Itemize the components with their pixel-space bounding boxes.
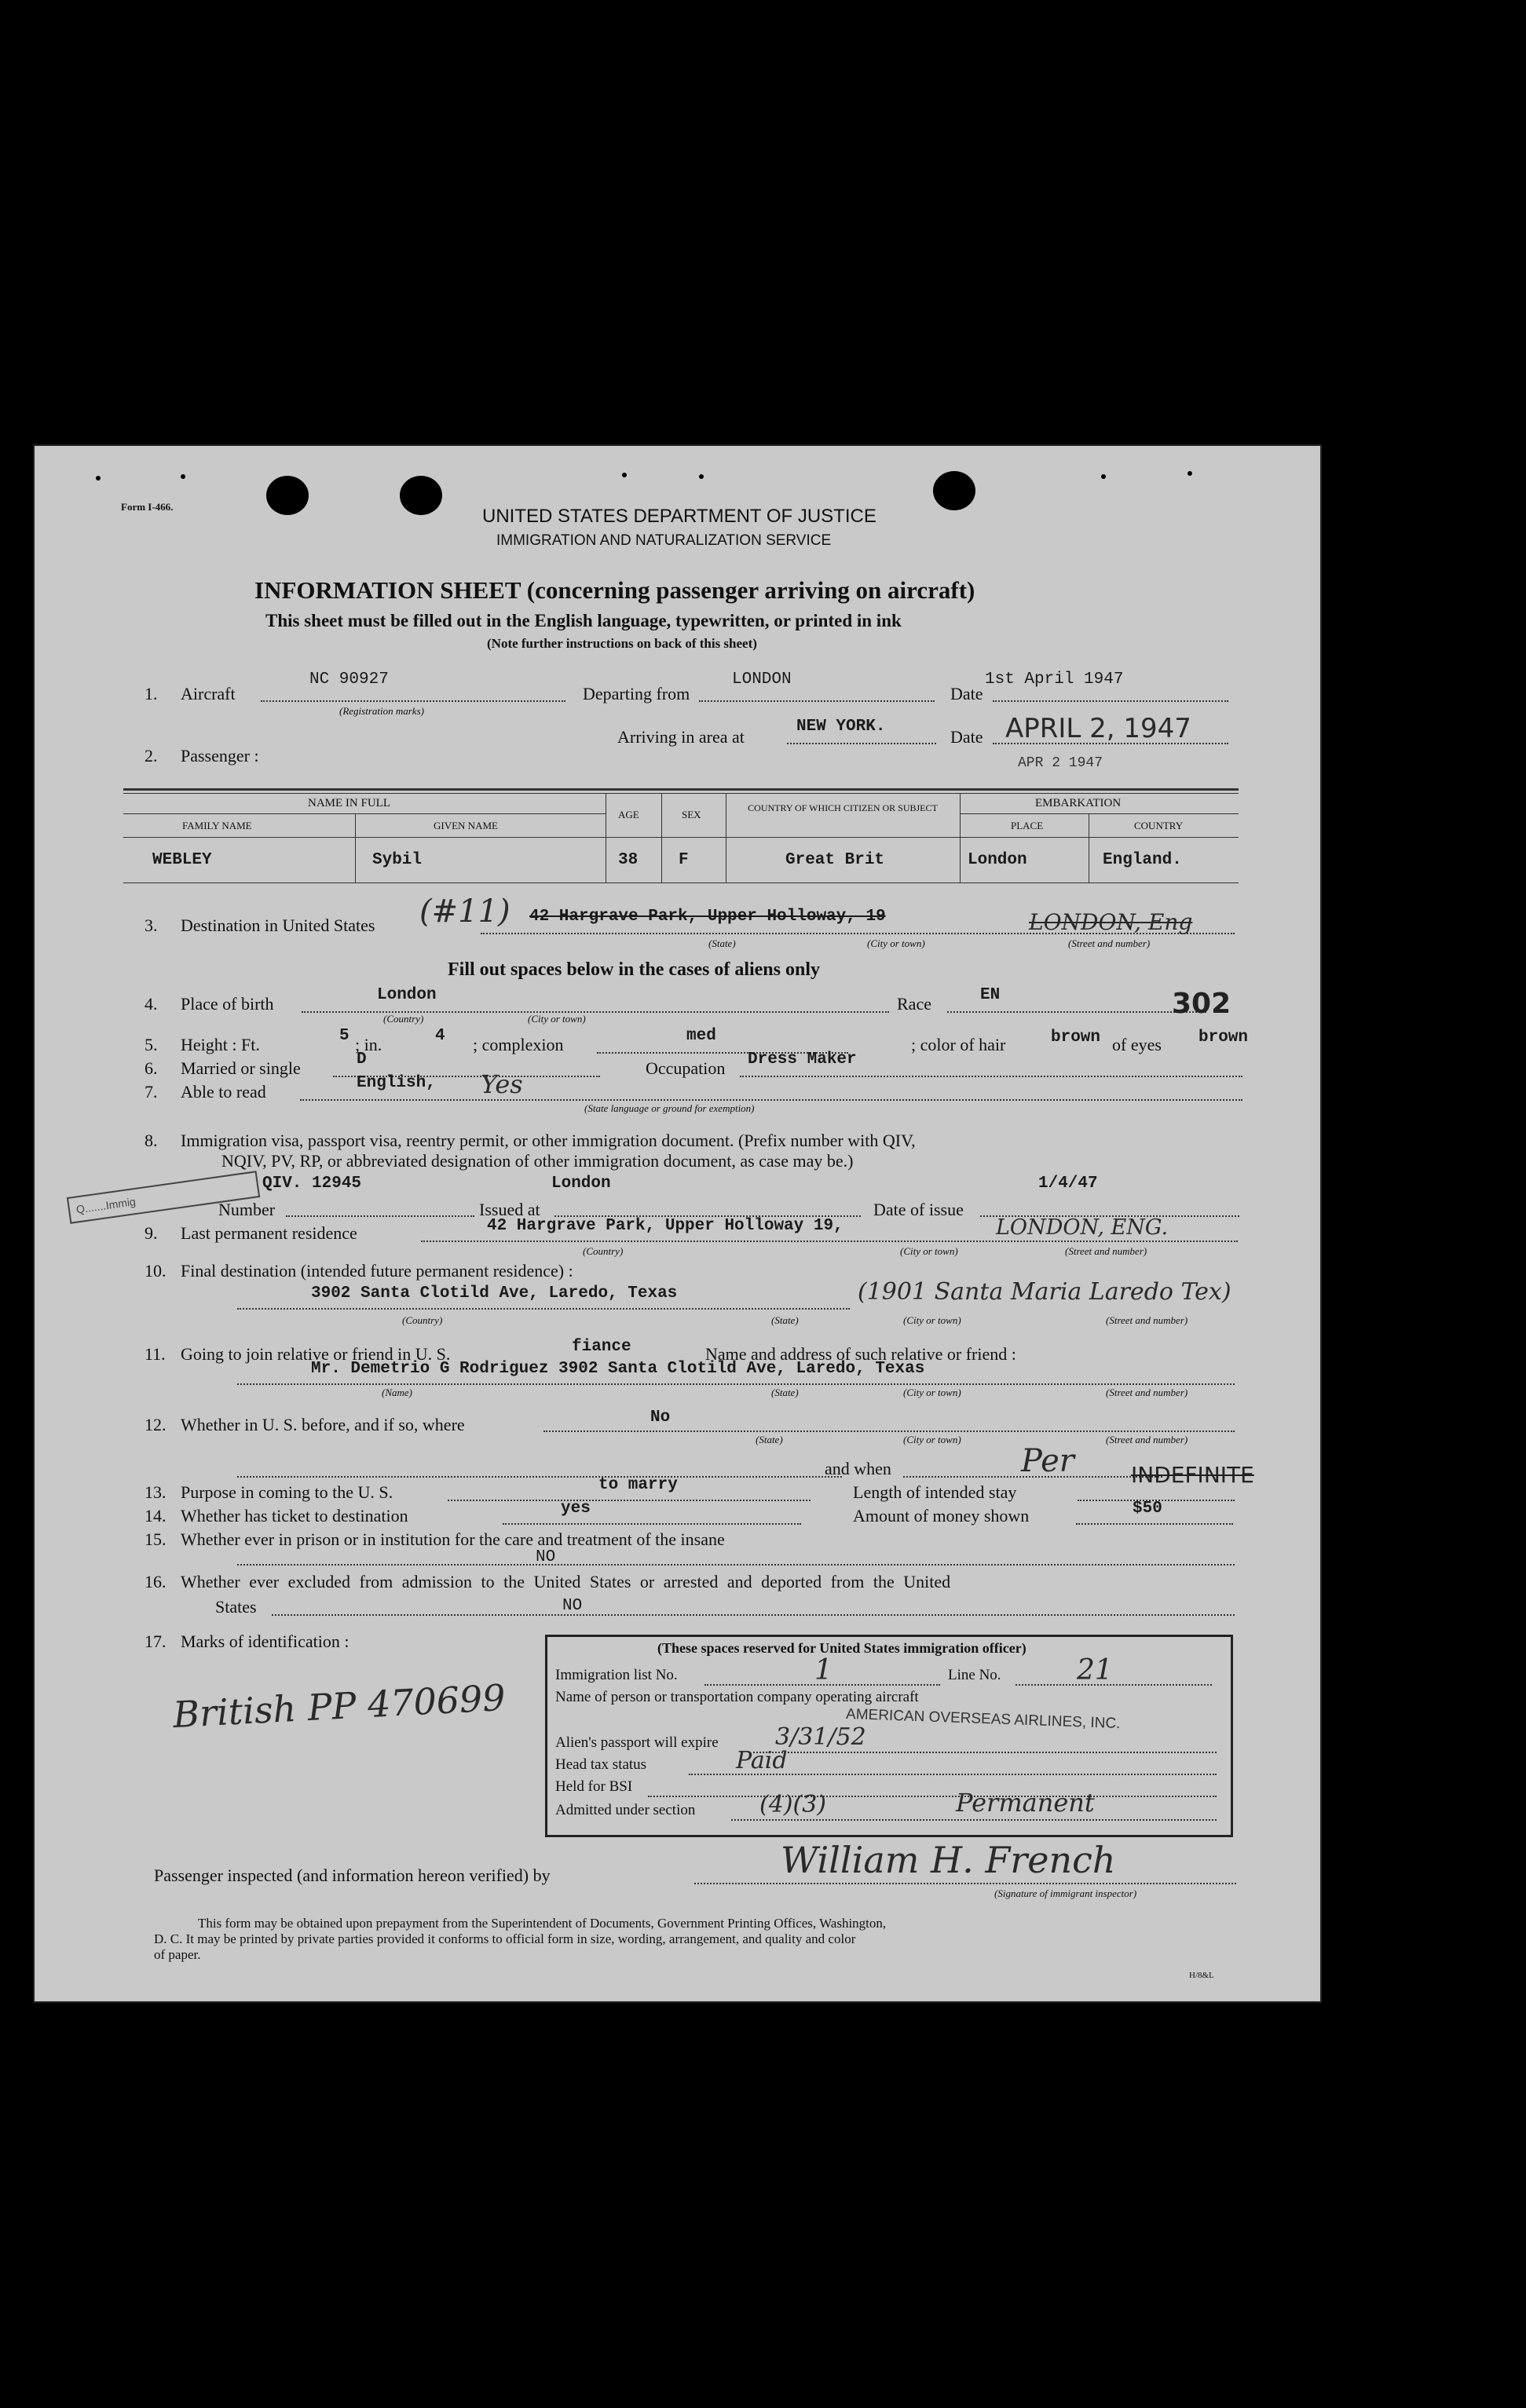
- name-caption: (Name): [382, 1387, 412, 1398]
- city-caption: (City or town): [903, 1434, 961, 1445]
- visa-instructions-2: NQIV, PV, RP, or abbreviated designation of other immigration document, as case may be.): [221, 1151, 854, 1171]
- state-caption: (State): [708, 937, 736, 949]
- purpose-label: Purpose in coming to the U. S.: [181, 1482, 393, 1502]
- destination-label: Destination in United States: [181, 915, 375, 935]
- state-caption: (State): [771, 1387, 799, 1398]
- tax-value: Paid: [736, 1747, 788, 1774]
- relative-value: Mr. Demetrio G Rodriguez 3902 Santa Clotild Ave, Laredo, Texas: [311, 1360, 925, 1378]
- eyes-label: of eyes: [1112, 1035, 1162, 1054]
- handwritten-number: 302: [1172, 988, 1231, 1020]
- dotted-line: [1076, 1523, 1233, 1525]
- dotted-line: [699, 700, 935, 702]
- given-name-value: Sybil: [372, 851, 423, 869]
- dotted-line: [740, 1076, 1242, 1077]
- street-caption: (Street and number): [1106, 1434, 1188, 1445]
- item-number: 12.: [145, 1415, 167, 1434]
- form-title: INFORMATION SHEET (concerning passenger arriving on aircraft): [254, 576, 975, 604]
- final-destination-label: Final destination (intended future permanent residence) :: [181, 1261, 573, 1281]
- dotted-line: [648, 1796, 1217, 1797]
- read-value: English,: [357, 1074, 436, 1092]
- destination-handwritten-ref: (#11): [419, 893, 510, 930]
- state-caption: (State): [756, 1434, 783, 1445]
- dotted-line: [261, 700, 565, 702]
- arrival-date-handwritten: APRIL 2, 1947: [1005, 713, 1191, 744]
- height-label: Height : Ft.: [181, 1035, 260, 1054]
- item-number: 1.: [145, 684, 158, 703]
- item-number: 5.: [145, 1035, 158, 1054]
- paper-dot: [96, 476, 101, 481]
- aircraft-label: Aircraft: [181, 684, 236, 703]
- dotted-line: [787, 743, 936, 744]
- street-caption: (Street and number): [1106, 1387, 1188, 1398]
- passenger-label: Passenger :: [181, 746, 259, 766]
- join-label: Going to join relative or friend in U. S.: [181, 1344, 451, 1364]
- inspector-signature: William H. French: [781, 1839, 1116, 1881]
- age-value: 38: [618, 851, 639, 869]
- arriving-label: Arriving in area at: [617, 727, 745, 747]
- dotted-line: [272, 1614, 1235, 1616]
- departure-date-value: 1st April 1947: [985, 671, 1124, 689]
- aliens-only-heading: Fill out spaces below in the cases of aliens only: [448, 959, 821, 980]
- residence-handwritten: LONDON, ENG.: [996, 1215, 1169, 1240]
- complexion-value: med: [686, 1027, 716, 1045]
- city-caption: (City or town): [903, 1314, 961, 1326]
- footer-line-3: of paper.: [154, 1947, 201, 1962]
- sex-value: F: [679, 851, 689, 869]
- prison-value: NO: [536, 1548, 556, 1566]
- identification-handwritten: British PP 470699: [171, 1675, 507, 1737]
- birthplace-label: Place of birth: [181, 994, 274, 1014]
- admitted-hand-value: Permanent: [956, 1788, 1095, 1818]
- registration-caption: (Registration marks): [339, 705, 424, 717]
- punch-hole: [266, 476, 309, 515]
- final-destination-handwritten: (1901 Santa Maria Laredo Tex): [858, 1278, 1231, 1306]
- item-number: 9.: [145, 1223, 158, 1243]
- stay-value: INDEFINITE: [1131, 1462, 1254, 1488]
- height-inches-label: ; in.: [355, 1035, 382, 1054]
- date-of-issue-label: Date of issue: [873, 1200, 964, 1219]
- city-caption: (City or town): [900, 1245, 958, 1257]
- departing-label: Departing from: [583, 684, 690, 703]
- prison-label: Whether ever in prison or in institution for the care and treatment of the insane: [181, 1529, 725, 1549]
- dotted-line: [1016, 1684, 1212, 1686]
- marital-label: Married or single: [181, 1058, 301, 1078]
- stay-handwritten: Per: [1021, 1443, 1074, 1479]
- excluded-label-2: States: [215, 1597, 257, 1617]
- dotted-line: [481, 933, 1235, 934]
- embark-place-value: London: [968, 851, 1027, 869]
- visa-date-value: 1/4/47: [1038, 1175, 1098, 1193]
- read-label: Able to read: [181, 1082, 266, 1102]
- table-rule: [123, 793, 1239, 794]
- information-sheet: [33, 444, 1322, 2003]
- issued-at-label: Issued at: [479, 1200, 540, 1219]
- signature-caption: (Signature of immigrant inspector): [994, 1887, 1137, 1899]
- state-caption: (State): [771, 1314, 799, 1326]
- final-destination-value: 3902 Santa Clotild Ave, Laredo, Texas: [311, 1284, 678, 1303]
- destination-value: 42 Hargrave Park, Upper Holloway, 19: [529, 908, 886, 926]
- table-divider: [355, 813, 356, 882]
- residence-label: Last permanent residence: [181, 1223, 357, 1243]
- bsi-label: Held for BSI: [555, 1778, 633, 1795]
- hair-label: ; color of hair: [911, 1035, 1006, 1054]
- purpose-value: to marry: [598, 1476, 678, 1494]
- line-value: 21: [1077, 1654, 1113, 1686]
- city-caption: (City or town): [867, 937, 925, 949]
- dotted-line: [947, 1011, 1206, 1013]
- occupation-value: Dress Maker: [748, 1051, 857, 1069]
- ticket-label: Whether has ticket to destination: [181, 1506, 408, 1526]
- dotted-line: [448, 1500, 811, 1501]
- arrival-date-label: Date: [950, 727, 983, 747]
- inspection-label: Passenger inspected (and information hereon verified) by: [154, 1865, 551, 1885]
- read-handwritten: Yes: [481, 1069, 523, 1099]
- aircraft-value: NC 90927: [309, 671, 389, 689]
- race-value: EN: [980, 986, 1001, 1004]
- paper-dot: [1101, 474, 1106, 479]
- embark-country-value: England.: [1103, 851, 1182, 869]
- item-number: 10.: [145, 1261, 167, 1281]
- family-name-header: FAMILY NAME: [182, 820, 252, 831]
- departing-value: LONDON: [732, 671, 792, 689]
- language-caption: (State language or ground for exemption): [584, 1102, 755, 1114]
- sex-header: SEX: [682, 809, 701, 820]
- form-note: (Note further instructions on back of this sheet): [487, 636, 757, 651]
- height-feet-value: 5: [339, 1027, 349, 1045]
- city-caption: (City or town): [528, 1013, 586, 1025]
- item-number: 15.: [145, 1529, 167, 1549]
- visa-issued-value: London: [551, 1175, 611, 1193]
- punch-hole: [400, 476, 442, 515]
- dotted-line: [543, 1431, 1235, 1432]
- money-label: Amount of money shown: [853, 1506, 1030, 1526]
- dotted-line: [503, 1523, 801, 1525]
- previous-visit-value: No: [650, 1409, 671, 1427]
- item-number: 7.: [145, 1082, 158, 1102]
- excluded-value: NO: [562, 1597, 583, 1615]
- excluded-label: Whether ever excluded from admission to the United States or arrested and deported from the United: [181, 1572, 951, 1591]
- country-caption: (Country): [402, 1314, 443, 1326]
- dotted-line: [731, 1819, 1217, 1821]
- dotted-line: [237, 1564, 1235, 1566]
- operator-label: Name of person or transportation company operating aircraft: [555, 1689, 919, 1705]
- officer-box-header: (These spaces reserved for United States immigration officer): [657, 1640, 1026, 1656]
- admitted-label: Admitted under section: [555, 1802, 696, 1818]
- footer-line-1: This form may be obtained upon prepayment from the Superintendent of Documents, Government Printing Offices, Washington,: [198, 1916, 887, 1931]
- item-number: 4.: [145, 994, 158, 1014]
- money-value: $50: [1133, 1500, 1162, 1518]
- item-number: 16.: [145, 1572, 167, 1591]
- item-number: 11.: [145, 1344, 166, 1364]
- admitted-section-value: (4)(3): [759, 1791, 826, 1818]
- immigration-stamp: Q.......Immig: [67, 1171, 260, 1224]
- country-caption: (Country): [583, 1245, 624, 1257]
- footer-line-2: D. C. It may be printed by private parties provided it conforms to official form in size, wording, arrangement, and quality and color: [154, 1931, 856, 1946]
- age-header: AGE: [618, 809, 639, 820]
- table-rule: [123, 837, 1239, 838]
- date-label: Date: [950, 684, 983, 703]
- dotted-line: [237, 1383, 1235, 1385]
- race-label: Race: [897, 994, 931, 1014]
- item-number: 14.: [145, 1506, 167, 1526]
- item-number: 13.: [145, 1482, 167, 1502]
- tax-label: Head tax status: [555, 1756, 647, 1773]
- identification-label: Marks of identification :: [181, 1632, 349, 1651]
- city-caption: (City or town): [903, 1387, 961, 1398]
- country-caption: (Country): [383, 1013, 424, 1025]
- destination-handwritten-city: LONDON, Eng: [1029, 909, 1193, 935]
- operator-stamp: AMERICAN OVERSEAS AIRLINES, INC.: [845, 1705, 1121, 1733]
- visa-number-value: QIV. 12945: [262, 1175, 362, 1193]
- punch-hole: [933, 471, 975, 510]
- hair-value: brown: [1051, 1029, 1101, 1047]
- line-label: Line No.: [948, 1667, 1001, 1683]
- paper-dot: [1187, 471, 1192, 476]
- list-label: Immigration list No.: [555, 1667, 678, 1683]
- street-caption: (Street and number): [1106, 1314, 1188, 1326]
- place-header: PLACE: [1011, 820, 1044, 831]
- dotted-line: [694, 1883, 1236, 1884]
- country-header: COUNTRY: [1134, 820, 1184, 831]
- list-value: 1: [814, 1654, 833, 1686]
- previous-visit-label: Whether in U. S. before, and if so, where: [181, 1415, 465, 1434]
- table-rule: [123, 813, 606, 814]
- form-subtitle: This sheet must be filled out in the English language, typewritten, or printed in ink: [265, 611, 902, 630]
- table-rule: [960, 813, 1239, 814]
- stay-label: Length of intended stay: [853, 1482, 1017, 1502]
- dotted-line: [421, 1241, 1238, 1242]
- dotted-line: [753, 1752, 1217, 1753]
- item-number: 3.: [145, 915, 158, 935]
- family-name-value: WEBLEY: [152, 851, 212, 869]
- embarkation-header: EMBARKATION: [1035, 797, 1122, 809]
- arrival-date-stamp: APR 2 1947: [1018, 755, 1103, 771]
- form-number: Form I-466.: [121, 501, 174, 513]
- table-divider: [661, 793, 662, 882]
- paper-dot: [699, 474, 704, 479]
- dotted-line: [993, 700, 1228, 702]
- number-label: Number: [218, 1200, 276, 1219]
- relationship-value: fiance: [572, 1338, 631, 1356]
- height-inches-value: 4: [435, 1027, 445, 1045]
- dotted-line: [237, 1476, 842, 1478]
- paper-dot: [622, 473, 627, 477]
- eyes-value: brown: [1198, 1029, 1249, 1047]
- marital-value: D: [357, 1051, 367, 1069]
- citizen-value: Great Brit: [785, 851, 885, 869]
- officer-box: [545, 1635, 1233, 1837]
- printer-code: H/8&L: [1189, 1971, 1214, 1980]
- street-caption: (Street and number): [1065, 1245, 1147, 1257]
- dotted-line: [237, 1308, 850, 1310]
- birthplace-value: London: [377, 986, 437, 1004]
- passport-value: 3/31/52: [775, 1723, 866, 1751]
- item-number: 17.: [145, 1632, 167, 1651]
- agency-name: UNITED STATES DEPARTMENT OF JUSTICE: [482, 506, 876, 527]
- item-number: 8.: [145, 1131, 158, 1150]
- residence-value: 42 Hargrave Park, Upper Holloway 19,: [487, 1217, 844, 1235]
- citizen-country-header: COUNTRY OF WHICH CITIZEN OR SUBJECT: [748, 802, 938, 813]
- arriving-value: NEW YORK.: [796, 718, 886, 736]
- passport-label: Alien's passport will expire: [555, 1734, 719, 1751]
- paper-dot: [181, 474, 185, 479]
- item-number: 6.: [145, 1058, 158, 1078]
- table-top-rule: [123, 788, 1239, 791]
- table-divider: [960, 793, 961, 882]
- occupation-label: Occupation: [646, 1058, 726, 1078]
- when-label: and when: [825, 1459, 891, 1478]
- complexion-label: ; complexion: [473, 1035, 564, 1054]
- table-rule: [123, 882, 1239, 883]
- given-name-header: GIVEN NAME: [434, 820, 498, 831]
- service-name: IMMIGRATION AND NATURALIZATION SERVICE: [496, 532, 832, 549]
- ticket-value: yes: [561, 1500, 591, 1518]
- dotted-line: [286, 1215, 474, 1217]
- street-caption: (Street and number): [1068, 937, 1151, 949]
- item-number: 2.: [145, 746, 158, 766]
- name-in-full-header: NAME IN FULL: [308, 797, 390, 809]
- visa-instructions-1: Immigration visa, passport visa, reentry permit, or other immigration document. (Prefix number with QIV,: [181, 1131, 916, 1150]
- dotted-line: [300, 1099, 1242, 1101]
- relative-name-label: Name and address of such relative or friend :: [705, 1344, 1016, 1364]
